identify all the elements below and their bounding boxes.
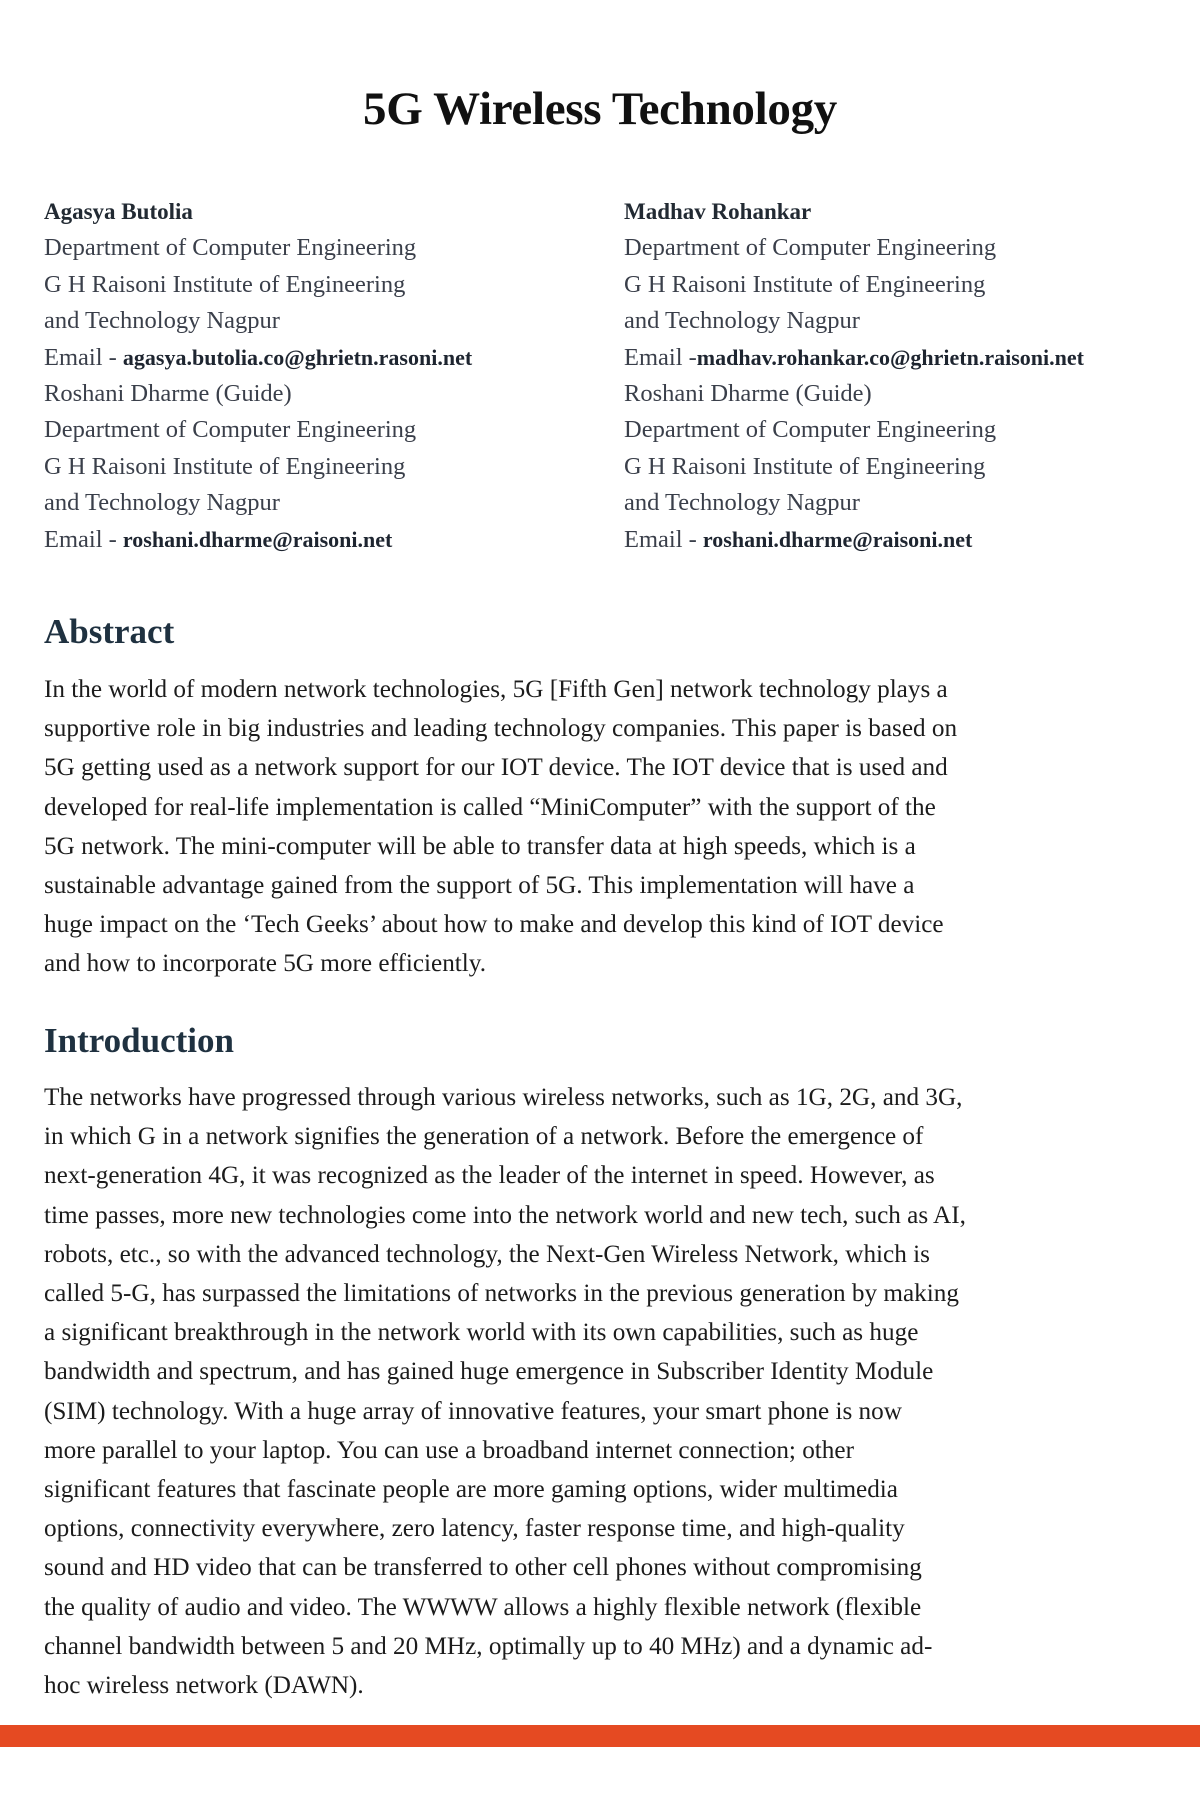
abstract-text: [44, 670, 1164, 984]
text-line: sound and HD video that can be transferred to other cell phones without compromising: [44, 1554, 922, 1582]
email-label: Email -: [624, 525, 703, 553]
text-line: In the world of modern network technologies, 5G [Fifth Gen] network technology plays a: [44, 676, 948, 703]
author-email-link[interactable]: madhav.rohankar.co@ghrietn.raisoni.net: [696, 344, 1084, 370]
author-name: Agasya Butolia: [44, 199, 193, 224]
author-email-line: [44, 340, 604, 376]
text-line: 5G getting used as a network support for our IOT device. The IOT device that is used and: [44, 754, 948, 782]
author-department: Department of Computer Engineering: [624, 234, 997, 262]
text-line: called 5-G, has surpassed the limitations of networks in the previous generation by making: [44, 1280, 959, 1308]
introduction-text: [44, 1078, 1164, 1705]
guide-department: Department of Computer Engineering: [44, 416, 417, 444]
guide-email-link[interactable]: roshani.dharme@raisoni.net: [702, 526, 973, 552]
footer-accent-bar: [0, 1725, 1200, 1747]
author-institute: G H Raisoni Institute of Engineering: [624, 270, 986, 298]
email-label: Email -: [44, 525, 123, 553]
author-name: Madhav Rohankar: [624, 199, 812, 224]
author-institute-city: and Technology Nagpur: [44, 307, 280, 335]
text-line: next-generation 4G, it was recognized as the leader of the internet in speed. However, as: [44, 1162, 935, 1190]
text-line: time passes, more new technologies come into the network world and new tech, such as AI,: [44, 1201, 966, 1229]
email-label: Email -: [624, 343, 697, 371]
guide-department: Department of Computer Engineering: [624, 416, 997, 444]
author-institute: G H Raisoni Institute of Engineering: [44, 270, 406, 298]
guide-email-link[interactable]: roshani.dharme@raisoni.net: [122, 526, 393, 552]
introduction-heading: Introduction: [44, 1021, 234, 1060]
text-line: significant features that fascinate people are more gaming options, wider multimedia: [44, 1476, 898, 1504]
text-line: (SIM) technology. With a huge array of innovative features, your smart phone is now: [44, 1397, 902, 1425]
text-line: bandwidth and spectrum, and has gained huge emergence in Subscriber Identity Module: [44, 1358, 934, 1386]
author-column-left: [44, 194, 604, 558]
text-line: and how to incorporate 5G more efficiently.: [44, 950, 487, 978]
text-line: channel bandwidth between 5 and 20 MHz, optimally up to 40 MHz) and a dynamic ad-: [44, 1632, 933, 1660]
guide-institute-city: and Technology Nagpur: [44, 489, 280, 517]
text-line: the quality of audio and video. The WWWW allows a highly flexible network (flexible: [44, 1593, 922, 1621]
author-email-line: [624, 340, 1184, 376]
text-line: in which G in a network signifies the generation of a network. Before the emergence of: [44, 1123, 924, 1151]
text-line: hoc wireless network (DAWN).: [44, 1672, 364, 1700]
guide-name: Roshani Dharme (Guide): [624, 380, 872, 408]
text-line: sustainable advantage gained from the support of 5G. This implementation will have a: [44, 872, 915, 900]
guide-email-line: [624, 522, 1184, 558]
text-line: a significant breakthrough in the network world with its own capabilities, such as huge: [44, 1319, 919, 1347]
guide-institute: G H Raisoni Institute of Engineering: [44, 452, 406, 480]
text-line: 5G network. The mini-computer will be able to transfer data at high speeds, which is a: [44, 832, 916, 860]
guide-name: Roshani Dharme (Guide): [44, 380, 292, 408]
author-institute-city: and Technology Nagpur: [624, 307, 860, 335]
author-department: Department of Computer Engineering: [44, 234, 417, 262]
text-line: supportive role in big industries and leading technology companies. This paper is based on: [44, 715, 958, 743]
paper-title: 5G Wireless Technology: [363, 83, 837, 135]
author-column-right: [624, 194, 1184, 558]
text-line: robots, etc., so with the advanced technology, the Next-Gen Wireless Network, which is: [44, 1240, 930, 1268]
text-line: developed for real-life implementation is called “MiniComputer” with the support of the: [44, 793, 936, 821]
author-email-link[interactable]: agasya.butolia.co@ghrietn.rasoni.net: [122, 344, 473, 370]
guide-institute-city: and Technology Nagpur: [624, 489, 860, 517]
abstract-heading: Abstract: [44, 612, 175, 651]
text-line: options, connectivity everywhere, zero latency, faster response time, and high-quality: [44, 1515, 905, 1543]
text-line: huge impact on the ‘Tech Geeks’ about how to make and develop this kind of IOT device: [44, 911, 944, 939]
email-label: Email -: [44, 343, 123, 371]
text-line: more parallel to your laptop. You can use a broadband internet connection; other: [44, 1436, 854, 1464]
text-line: The networks have progressed through various wireless networks, such as 1G, 2G, and 3G,: [44, 1084, 963, 1111]
guide-email-line: [44, 522, 604, 558]
guide-institute: G H Raisoni Institute of Engineering: [624, 452, 986, 480]
